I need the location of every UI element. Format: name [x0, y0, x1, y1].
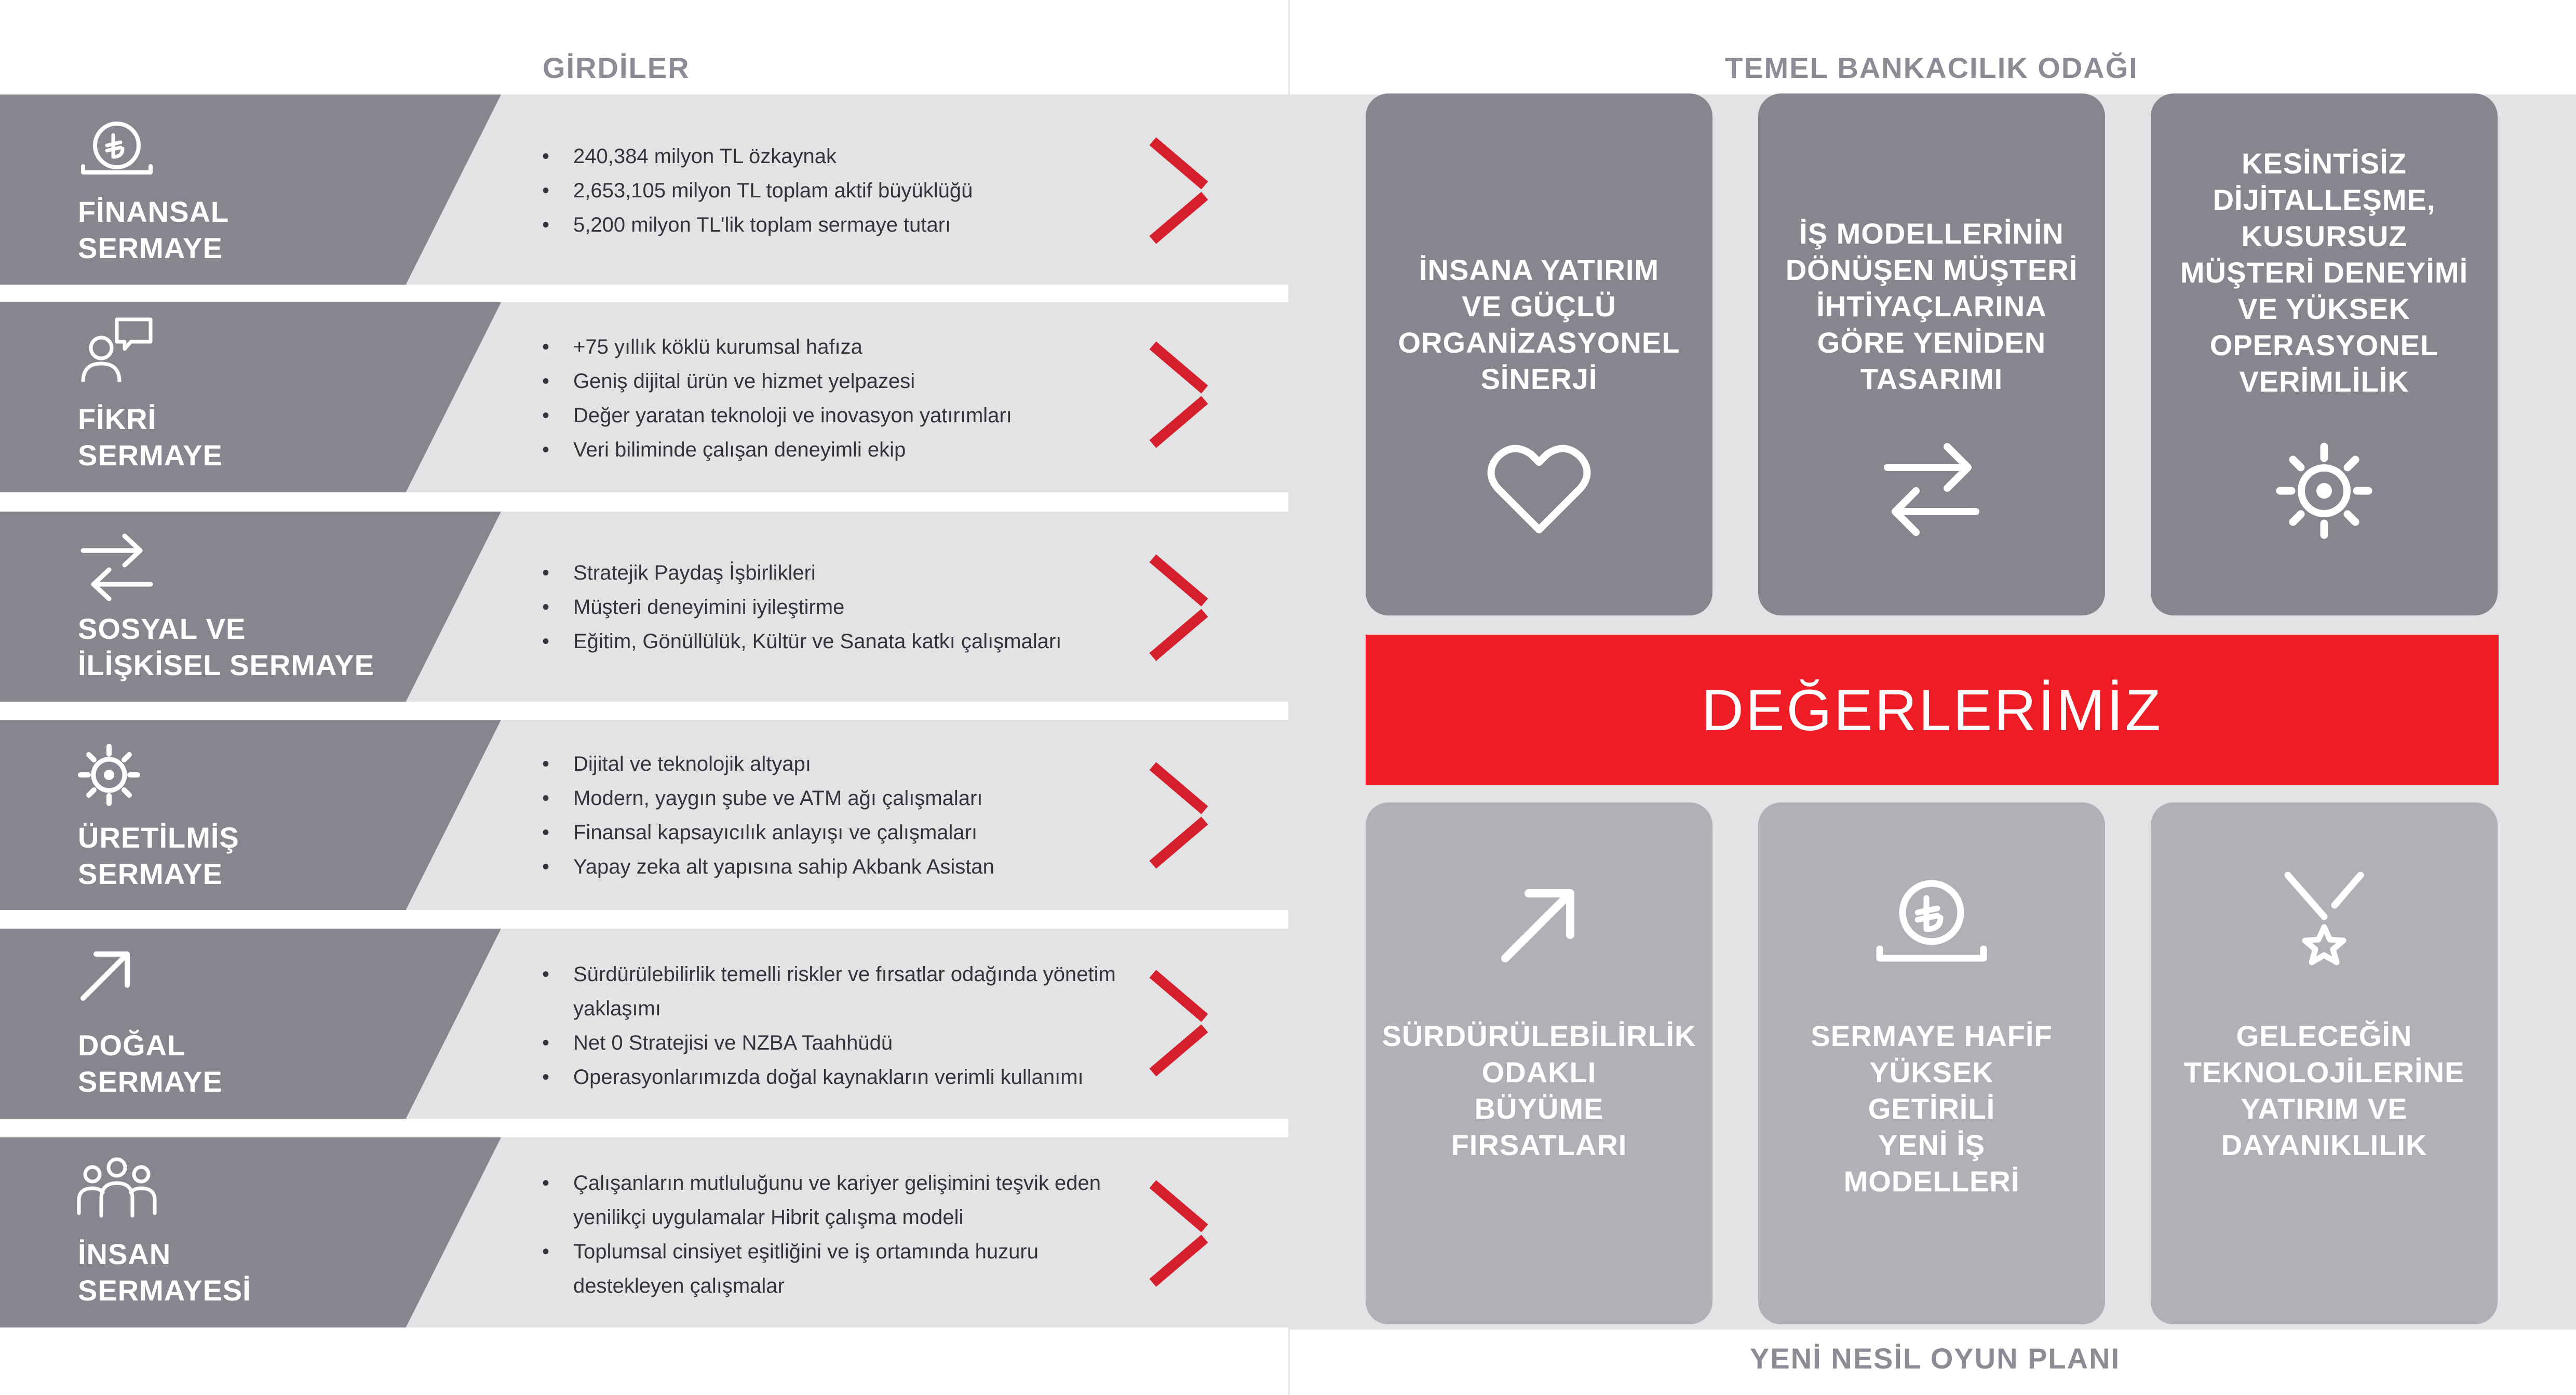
- plan-card-capital-light: [1758, 802, 2105, 1324]
- inputs-title: GİRDİLER: [543, 51, 690, 84]
- chevron-right-icon: [1148, 1179, 1215, 1288]
- bullet-item: • Net 0 Stratejisi ve NZBA Taahhüdü: [540, 1026, 1127, 1060]
- game-plan-title: YENİ NESİL OYUN PLANI: [1750, 1342, 2121, 1375]
- row-label: FİNANSAL SERMAYE: [78, 195, 230, 264]
- row-label: FİKRİ SERMAYE: [78, 403, 223, 472]
- bullet-item: • Yapay zeka alt yapısına sahip Akbank Asistan: [540, 850, 1127, 884]
- chevron-right-icon: [1148, 553, 1215, 662]
- people-group-icon: [73, 1151, 161, 1239]
- medal-star-icon: [2277, 870, 2371, 979]
- bullet-list: [540, 556, 1127, 659]
- bullet-item: • Değer yaratan teknoloji ve inovasyon yatırımları: [540, 398, 1127, 433]
- bullet-item: • Dijital ve teknolojik altyapı: [540, 747, 1127, 781]
- row-label: İNSAN SERMAYESİ: [78, 1238, 251, 1307]
- values-bar: [1366, 635, 2499, 785]
- card-text: İNSANA YATIRIM VE GÜÇLÜ ORGANİZASYONEL SİNERJİ: [1398, 253, 1680, 395]
- focus-card-people: [1366, 93, 1712, 615]
- plan-card-future-tech: [2151, 802, 2498, 1324]
- person-speech-icon: [73, 312, 161, 400]
- card-text: KESİNTİSİZ DİJİTALLEŞME, KUSURSUZ MÜŞTERİ DENEYİMİ VE YÜKSEK OPERASYONEL VERİMLİLİK: [2180, 147, 2469, 398]
- chevron-right-icon: [1148, 969, 1215, 1078]
- arrow-up-right-icon: [1498, 883, 1581, 966]
- chevron-right-icon: [1148, 136, 1215, 245]
- exchange-arrows-icon: [1880, 434, 1984, 543]
- bullet-item: • Modern, yaygın şube ve ATM ağı çalışmaları: [540, 781, 1127, 815]
- bullet-item: • Geniş dijital ürün ve hizmet yelpazesi: [540, 364, 1127, 398]
- focus-card-digitalization: [2151, 93, 2498, 615]
- bullet-list: [540, 330, 1127, 467]
- card-text: SÜRDÜRÜLEBİLİRLİK ODAKLI BÜYÜME FIRSATLARI: [1382, 1020, 1696, 1161]
- values-label: DEĞERLERİMİZ: [1701, 677, 2163, 743]
- bullet-item: • Operasyonlarımızda doğal kaynakların verimli kullanımı: [540, 1060, 1127, 1094]
- bullet-item: • 240,384 milyon TL özkaynak: [540, 139, 1127, 173]
- bullet-item: • Müşteri deneyimini iyileştirme: [540, 590, 1127, 624]
- plan-card-sustainable-growth: [1366, 802, 1712, 1324]
- bullet-item: • 5,200 milyon TL'lik toplam sermaye tutarı: [540, 208, 1127, 242]
- card-text: İŞ MODELLERİNİN DÖNÜŞEN MÜŞTERİ İHTİYAÇLARINA GÖRE YENİDEN TASARIMI: [1785, 217, 2078, 395]
- bullet-item: • Stratejik Paydaş İşbirlikleri: [540, 556, 1127, 590]
- focus-title: TEMEL BANKACILIK ODAĞI: [1725, 51, 2138, 84]
- bullet-list: [540, 957, 1127, 1094]
- gear-icon: [2270, 436, 2379, 545]
- bullet-item: • Sürdürülebilirlik temelli riskler ve fırsatlar odağında yönetim yaklaşımı: [540, 957, 1127, 1026]
- card-text: GELECEĞİN TEKNOLOJİLERİNE YATIRIM VE DAYANIKLILIK: [2183, 1020, 2465, 1161]
- bullet-item: • Toplumsal cinsiyet eşitliğini ve iş ortamında huzuru destekleyen çalışmalar: [540, 1235, 1127, 1303]
- row-label: DOĞAL SERMAYE: [78, 1029, 223, 1098]
- bullet-list: [540, 747, 1127, 884]
- exchange-arrows-icon: [73, 525, 161, 613]
- focus-card-business-models: [1758, 93, 2105, 615]
- bullet-list: [540, 1166, 1127, 1303]
- arrow-up-right-icon: [73, 941, 161, 1029]
- lira-coin-icon: [73, 114, 161, 203]
- bullet-item: • Veri biliminde çalışan deneyimli ekip: [540, 433, 1127, 467]
- card-text: SERMAYE HAFİF YÜKSEK GETİRİLİ YENİ İŞ MODELLERİ: [1811, 1020, 2053, 1198]
- bullet-item: • 2,653,105 milyon TL toplam aktif büyüklüğü: [540, 173, 1127, 208]
- bullet-list: [540, 139, 1127, 242]
- bullet-item: • Eğitim, Gönüllülük, Kültür ve Sanata katkı çalışmaları: [540, 624, 1127, 659]
- bullet-item: • Finansal kapsayıcılık anlayışı ve çalışmaları: [540, 815, 1127, 850]
- row-label: SOSYAL VE İLİŞKİSEL SERMAYE: [78, 612, 374, 681]
- chevron-right-icon: [1148, 761, 1215, 870]
- gear-icon: [73, 733, 161, 822]
- heart-icon: [1485, 436, 1594, 540]
- bullet-item: • +75 yıllık köklü kurumsal hafıza: [540, 330, 1127, 364]
- row-label: ÜRETİLMİŞ SERMAYE: [78, 821, 239, 890]
- bullet-item: • Çalışanların mutluluğunu ve kariyer gelişimini teşvik eden yenilikçi uygulamalar Hibrit çalışma modeli: [540, 1166, 1127, 1235]
- lira-coin-icon: [1872, 875, 1991, 969]
- chevron-right-icon: [1148, 340, 1215, 449]
